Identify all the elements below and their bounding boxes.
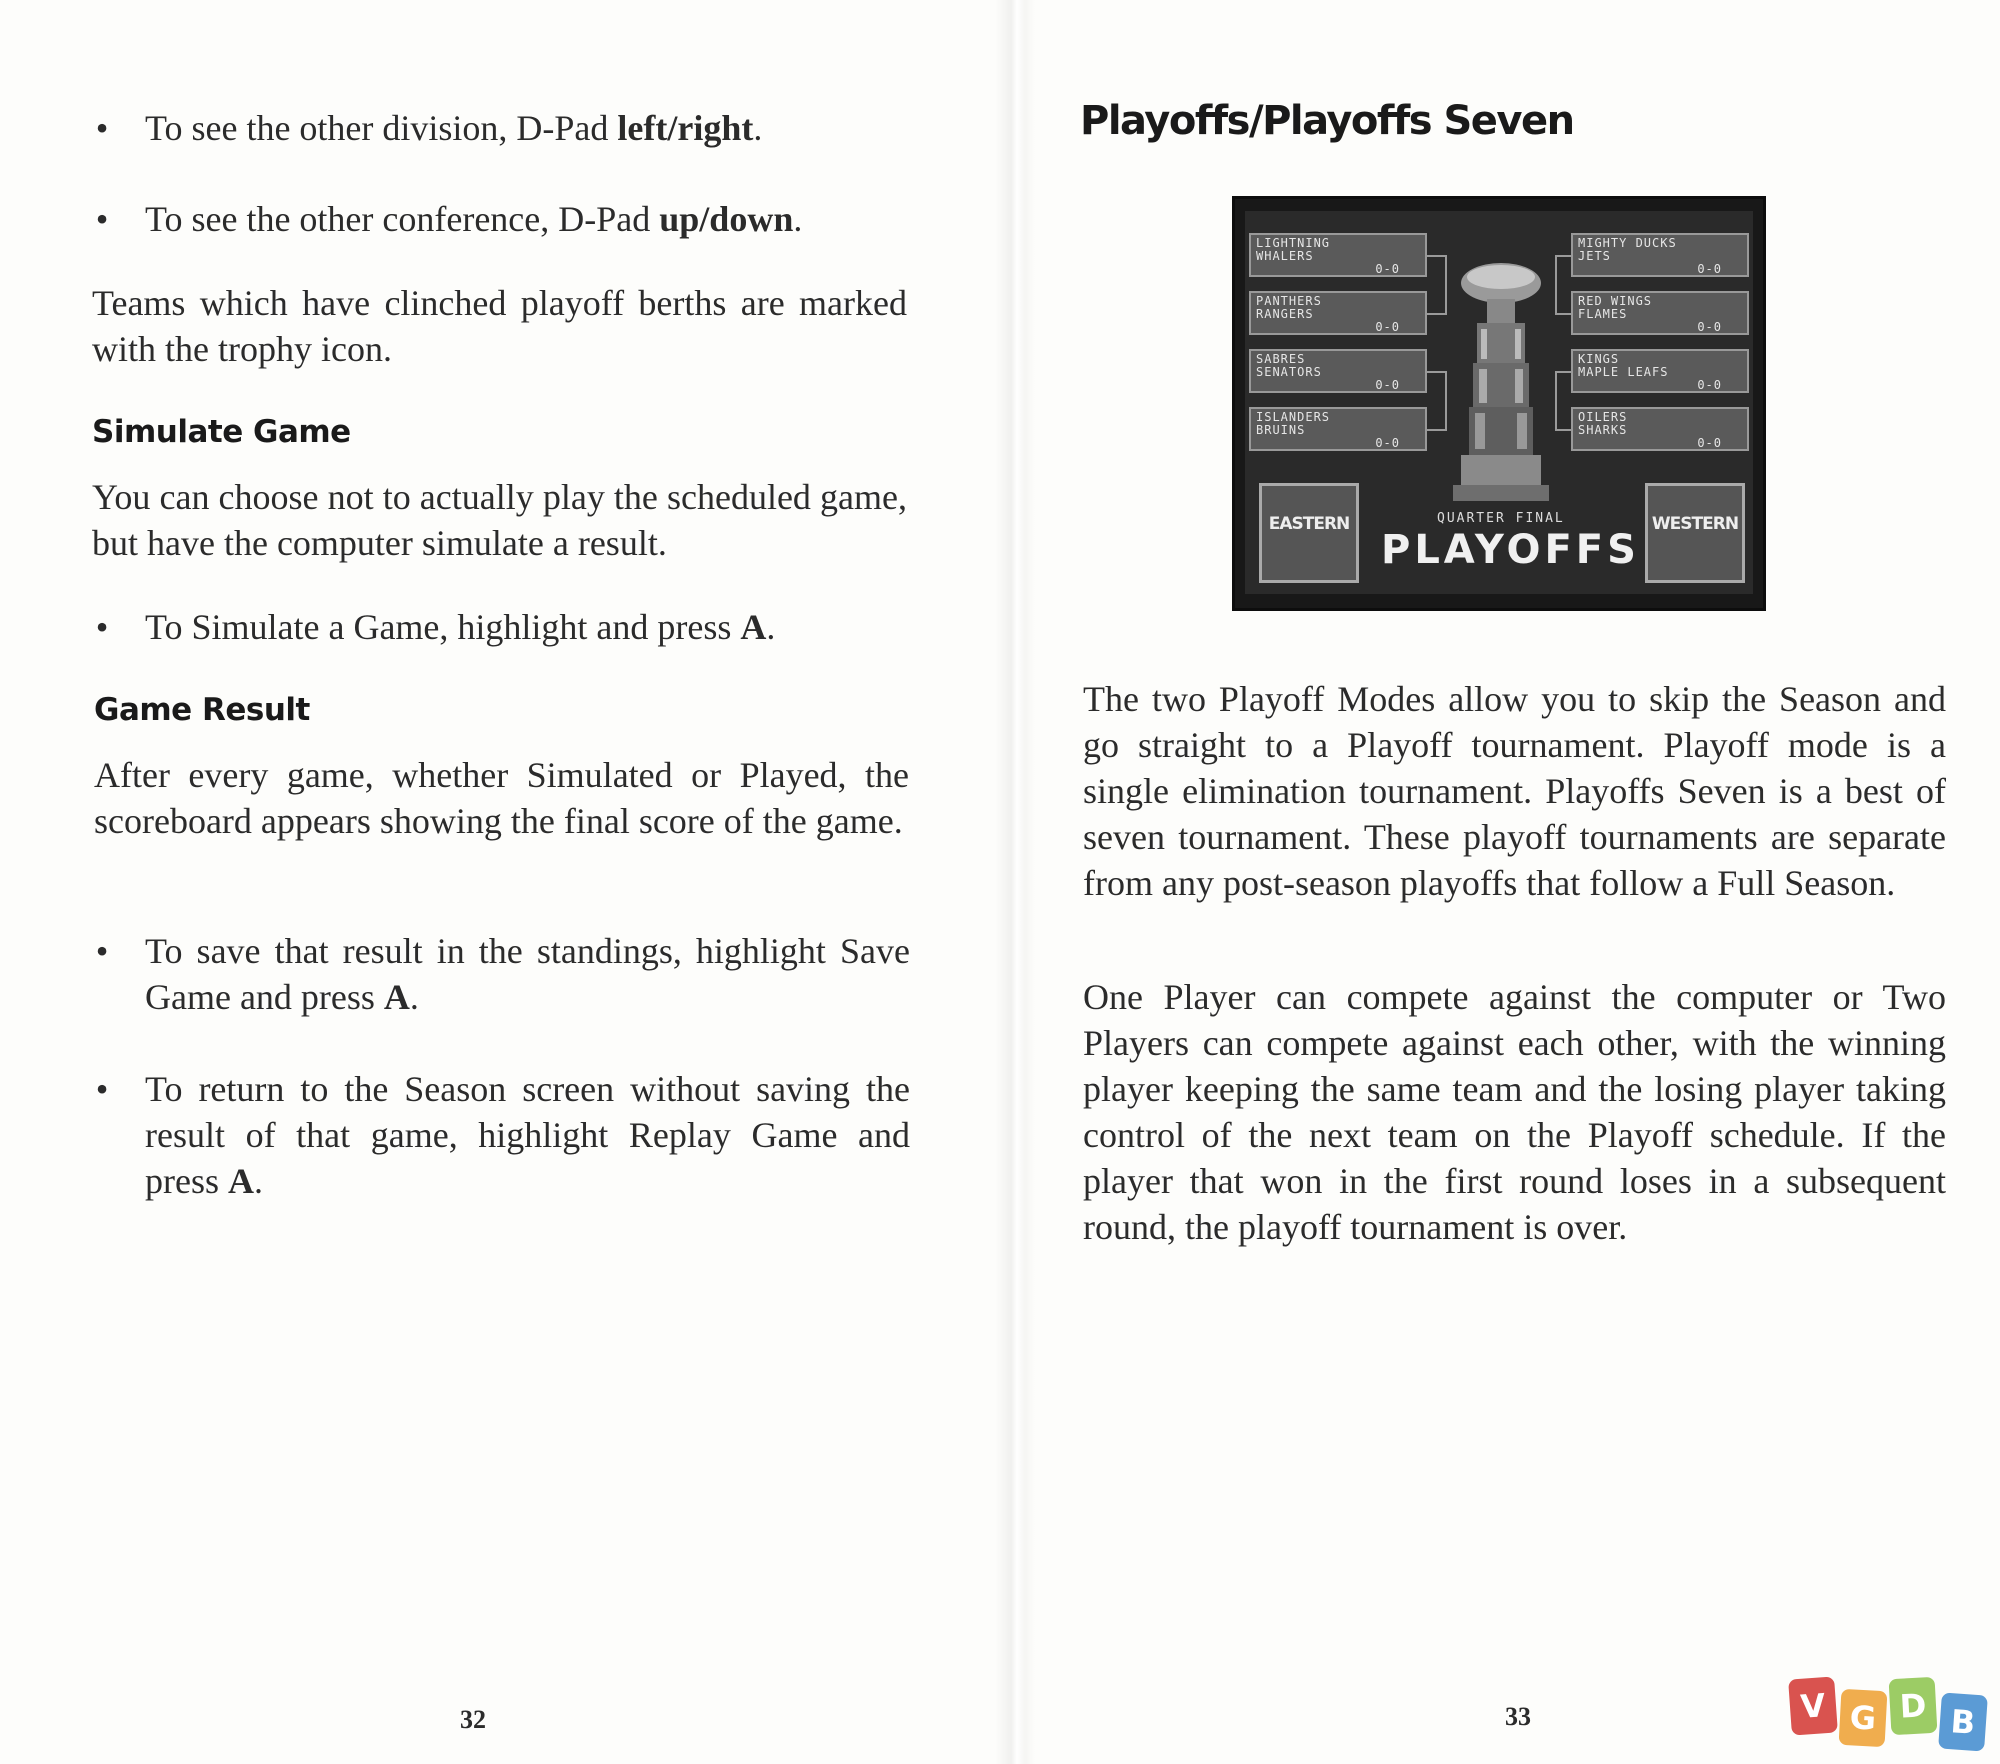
bullet-text: To return to the Season screen without saving the result of that game, highlight Replay Game and press A.	[145, 1069, 910, 1201]
bracket-line	[1555, 429, 1573, 431]
page-number: 32	[460, 1705, 486, 1734]
bullet-dot: •	[95, 607, 109, 647]
bullet-dot: •	[95, 1069, 109, 1109]
playoffs-banner	[1373, 507, 1640, 587]
simulate-paragraph: You can choose not to actually play the scheduled game, but have the computer simulate a result.	[92, 477, 907, 563]
playoffs-title: PLAYOFFS	[1381, 527, 1640, 573]
bullet-dot: •	[95, 199, 109, 239]
trophy-icon	[1447, 241, 1555, 531]
trophy-paragraph: Teams which have clinched playoff berths are marked with the trophy icon.	[92, 283, 907, 369]
vgdb-logo-d: D	[1889, 1677, 1938, 1735]
matchup-box: PANTHERS RANGERS 0-0	[1249, 291, 1427, 335]
bullet-text: To see the other conference, D-Pad up/down.	[145, 199, 803, 239]
bullet-text: To see the other division, D-Pad left/right.	[145, 108, 763, 148]
bullet-dot: •	[95, 931, 109, 971]
left-page	[92, 0, 912, 1764]
vgdb-logo-b: B	[1938, 1692, 1988, 1751]
matchup-box: ISLANDERS BRUINS 0-0	[1249, 407, 1427, 451]
matchup-box: RED WINGS FLAMES 0-0	[1571, 291, 1749, 335]
matchup-box: MIGHTY DUCKS JETS 0-0	[1571, 233, 1749, 277]
round-label: QUARTER FINAL	[1437, 511, 1565, 526]
bracket-line	[1427, 255, 1447, 257]
bracket-line	[1555, 371, 1573, 373]
players-paragraph: One Player can compete against the computer or Two Players can compete against each other, with the winning player keeping the same team and the losing player taking control of the next team on the Playoff schedule. If the player that won in the first round loses in a subsequent round, the playoff tournament is over.	[1083, 977, 1946, 1247]
bullet-text: To Simulate a Game, highlight and press A.	[145, 607, 776, 647]
western-conference-badge: WESTERN	[1645, 483, 1745, 583]
vgdb-logo-g: G	[1839, 1689, 1888, 1747]
bullet-text: To save that result in the standings, highlight Save Game and press A.	[145, 931, 910, 1017]
bracket-line	[1555, 255, 1557, 315]
game-result-paragraph: After every game, whether Simulated or Played, the scoreboard appears showing the final score of the game.	[94, 755, 909, 841]
vgdb-logo-v: V	[1788, 1676, 1838, 1735]
matchup-box: SABRES SENATORS 0-0	[1249, 349, 1427, 393]
simulate-game-heading: Simulate Game	[92, 414, 351, 450]
page-number: 33	[1505, 1702, 1531, 1731]
screenshot-bracket	[1245, 211, 1753, 594]
matchup-box: KINGS MAPLE LEAFS 0-0	[1571, 349, 1749, 393]
matchup-box: LIGHTNING WHALERS 0-0	[1249, 233, 1427, 277]
bracket-line	[1555, 313, 1573, 315]
bracket-line	[1555, 371, 1557, 431]
bracket-line	[1427, 371, 1447, 373]
bullet-dot: •	[95, 108, 109, 148]
game-screenshot	[1232, 196, 1766, 611]
bracket-line	[1555, 255, 1573, 257]
bracket-line	[1427, 429, 1447, 431]
matchup-box: OILERS SHARKS 0-0	[1571, 407, 1749, 451]
bracket-line	[1427, 313, 1447, 315]
playoff-modes-paragraph: The two Playoff Modes allow you to skip the Season and go straight to a Playoff tournament. Playoff mode is a single elimination tournament. Playoffs Seven is a best of seven tournament. These playoff tournaments are separate from any post-season playoffs that follow a Full Season.	[1083, 679, 1946, 903]
game-result-heading: Game Result	[94, 692, 310, 728]
page-title: Playoffs/Playoffs Seven	[1080, 98, 1574, 144]
book-gutter	[995, 0, 1035, 1764]
eastern-conference-badge: EASTERN	[1259, 483, 1359, 583]
